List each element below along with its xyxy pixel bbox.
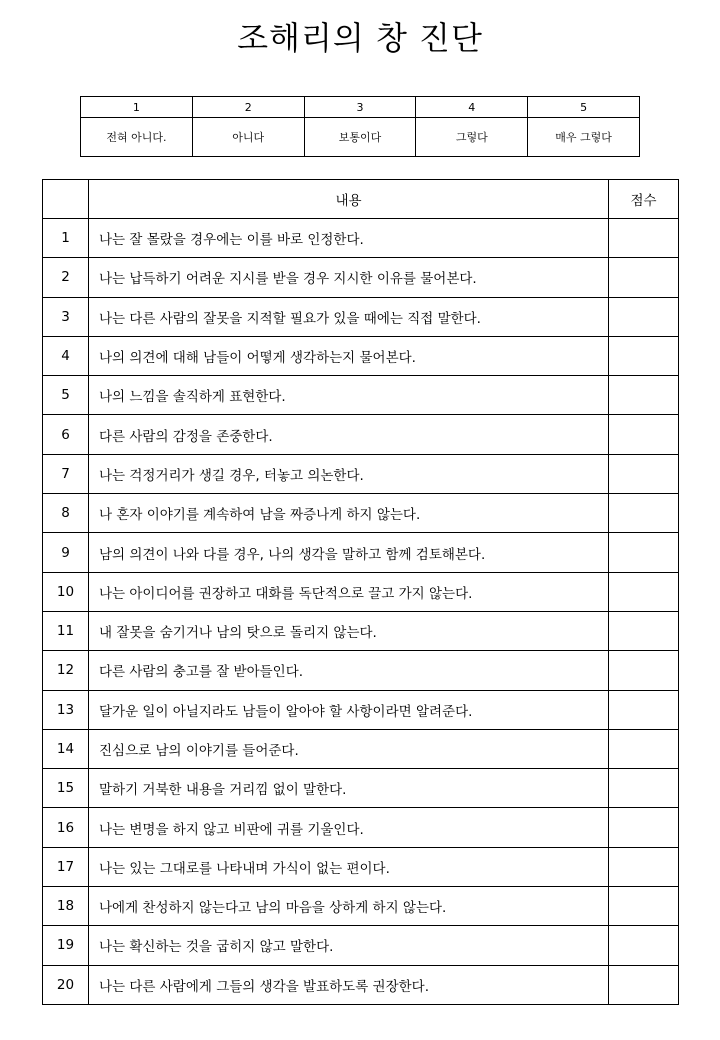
row-content-cell: 나는 다른 사람의 잘못을 지적할 필요가 있을 때에는 직접 말한다. xyxy=(89,297,609,336)
row-number-cell: 6 xyxy=(43,415,89,454)
scale-number: 4 xyxy=(416,97,528,118)
row-number-cell: 9 xyxy=(43,533,89,572)
row-number-cell: 15 xyxy=(43,769,89,808)
row-content-cell: 나는 확신하는 것을 굽히지 않고 말한다. xyxy=(89,926,609,965)
score-input-cell[interactable] xyxy=(609,729,679,768)
row-number-cell: 5 xyxy=(43,376,89,415)
row-number-cell: 16 xyxy=(43,808,89,847)
scale-label-row xyxy=(81,118,640,157)
table-row xyxy=(43,611,679,650)
table-row xyxy=(43,219,679,258)
row-number-cell: 19 xyxy=(43,926,89,965)
scale-number: 2 xyxy=(192,97,304,118)
score-input-cell[interactable] xyxy=(609,808,679,847)
page-title: 조해리의 창 진단 xyxy=(237,19,483,57)
table-row xyxy=(43,258,679,297)
row-content-cell: 나는 납득하기 어려운 지시를 받을 경우 지시한 이유를 물어본다. xyxy=(89,258,609,297)
scale-number: 3 xyxy=(304,97,416,118)
table-row xyxy=(43,926,679,965)
row-content-cell: 나는 아이디어를 권장하고 대화를 독단적으로 끌고 가지 않는다. xyxy=(89,572,609,611)
score-input-cell[interactable] xyxy=(609,533,679,572)
row-content-cell: 나는 있는 그대로를 나타내며 가식이 없는 편이다. xyxy=(89,847,609,886)
table-row xyxy=(43,887,679,926)
table-row xyxy=(43,297,679,336)
row-content-cell: 남의 의견이 나와 다를 경우, 나의 생각을 말하고 함께 검토해본다. xyxy=(89,533,609,572)
scale-number: 5 xyxy=(528,97,640,118)
score-input-cell[interactable] xyxy=(609,454,679,493)
row-content-cell: 내 잘못을 숨기거나 남의 탓으로 돌리지 않는다. xyxy=(89,611,609,650)
row-number-cell: 7 xyxy=(43,454,89,493)
row-content-cell: 달가운 일이 아닐지라도 남들이 알아야 할 사항이라면 알려준다. xyxy=(89,690,609,729)
rating-scale-table xyxy=(80,96,640,157)
score-input-cell[interactable] xyxy=(609,258,679,297)
header-content-cell: 내용 xyxy=(89,180,609,219)
table-row xyxy=(43,965,679,1004)
row-number-cell: 20 xyxy=(43,965,89,1004)
score-input-cell[interactable] xyxy=(609,690,679,729)
table-header-row xyxy=(43,180,679,219)
score-input-cell[interactable] xyxy=(609,297,679,336)
table-row xyxy=(43,769,679,808)
scale-number-row xyxy=(81,97,640,118)
row-content-cell: 나에게 찬성하지 않는다고 남의 마음을 상하게 하지 않는다. xyxy=(89,887,609,926)
row-number-cell: 17 xyxy=(43,847,89,886)
scale-label: 그렇다 xyxy=(416,118,528,157)
score-input-cell[interactable] xyxy=(609,887,679,926)
row-number-cell: 12 xyxy=(43,651,89,690)
table-row xyxy=(43,572,679,611)
score-input-cell[interactable] xyxy=(609,376,679,415)
score-input-cell[interactable] xyxy=(609,415,679,454)
diagnosis-table xyxy=(42,179,679,1005)
score-input-cell[interactable] xyxy=(609,965,679,1004)
row-number-cell: 8 xyxy=(43,494,89,533)
header-number-cell xyxy=(43,180,89,219)
score-input-cell[interactable] xyxy=(609,769,679,808)
row-number-cell: 3 xyxy=(43,297,89,336)
row-number-cell: 1 xyxy=(43,219,89,258)
row-content-cell: 다른 사람의 충고를 잘 받아들인다. xyxy=(89,651,609,690)
row-content-cell: 나는 변명을 하지 않고 비판에 귀를 기울인다. xyxy=(89,808,609,847)
table-row xyxy=(43,690,679,729)
scale-label: 매우 그렇다 xyxy=(528,118,640,157)
row-content-cell: 나 혼자 이야기를 계속하여 남을 짜증나게 하지 않는다. xyxy=(89,494,609,533)
table-row xyxy=(43,494,679,533)
row-content-cell: 나의 의견에 대해 남들이 어떻게 생각하는지 물어본다. xyxy=(89,336,609,375)
row-number-cell: 4 xyxy=(43,336,89,375)
row-number-cell: 11 xyxy=(43,611,89,650)
score-input-cell[interactable] xyxy=(609,847,679,886)
table-row xyxy=(43,454,679,493)
table-row xyxy=(43,651,679,690)
scale-label: 전혀 아니다. xyxy=(81,118,193,157)
table-row xyxy=(43,336,679,375)
table-row xyxy=(43,808,679,847)
scale-number: 1 xyxy=(81,97,193,118)
row-content-cell: 다른 사람의 감정을 존중한다. xyxy=(89,415,609,454)
score-input-cell[interactable] xyxy=(609,651,679,690)
scale-label: 보통이다 xyxy=(304,118,416,157)
row-number-cell: 18 xyxy=(43,887,89,926)
score-input-cell[interactable] xyxy=(609,336,679,375)
row-content-cell: 말하기 거북한 내용을 거리낌 없이 말한다. xyxy=(89,769,609,808)
score-input-cell[interactable] xyxy=(609,926,679,965)
table-row xyxy=(43,729,679,768)
score-input-cell[interactable] xyxy=(609,611,679,650)
score-input-cell[interactable] xyxy=(609,494,679,533)
table-row xyxy=(43,376,679,415)
scale-label: 아니다 xyxy=(192,118,304,157)
row-number-cell: 2 xyxy=(43,258,89,297)
table-row xyxy=(43,415,679,454)
row-content-cell: 나는 다른 사람에게 그들의 생각을 발표하도록 권장한다. xyxy=(89,965,609,1004)
row-number-cell: 13 xyxy=(43,690,89,729)
header-score-cell: 점수 xyxy=(609,180,679,219)
row-content-cell: 진심으로 남의 이야기를 들어준다. xyxy=(89,729,609,768)
row-content-cell: 나의 느낌을 솔직하게 표현한다. xyxy=(89,376,609,415)
row-number-cell: 10 xyxy=(43,572,89,611)
table-row xyxy=(43,533,679,572)
table-row xyxy=(43,847,679,886)
row-number-cell: 14 xyxy=(43,729,89,768)
score-input-cell[interactable] xyxy=(609,219,679,258)
row-content-cell: 나는 잘 몰랐을 경우에는 이를 바로 인정한다. xyxy=(89,219,609,258)
score-input-cell[interactable] xyxy=(609,572,679,611)
row-content-cell: 나는 걱정거리가 생길 경우, 터놓고 의논한다. xyxy=(89,454,609,493)
